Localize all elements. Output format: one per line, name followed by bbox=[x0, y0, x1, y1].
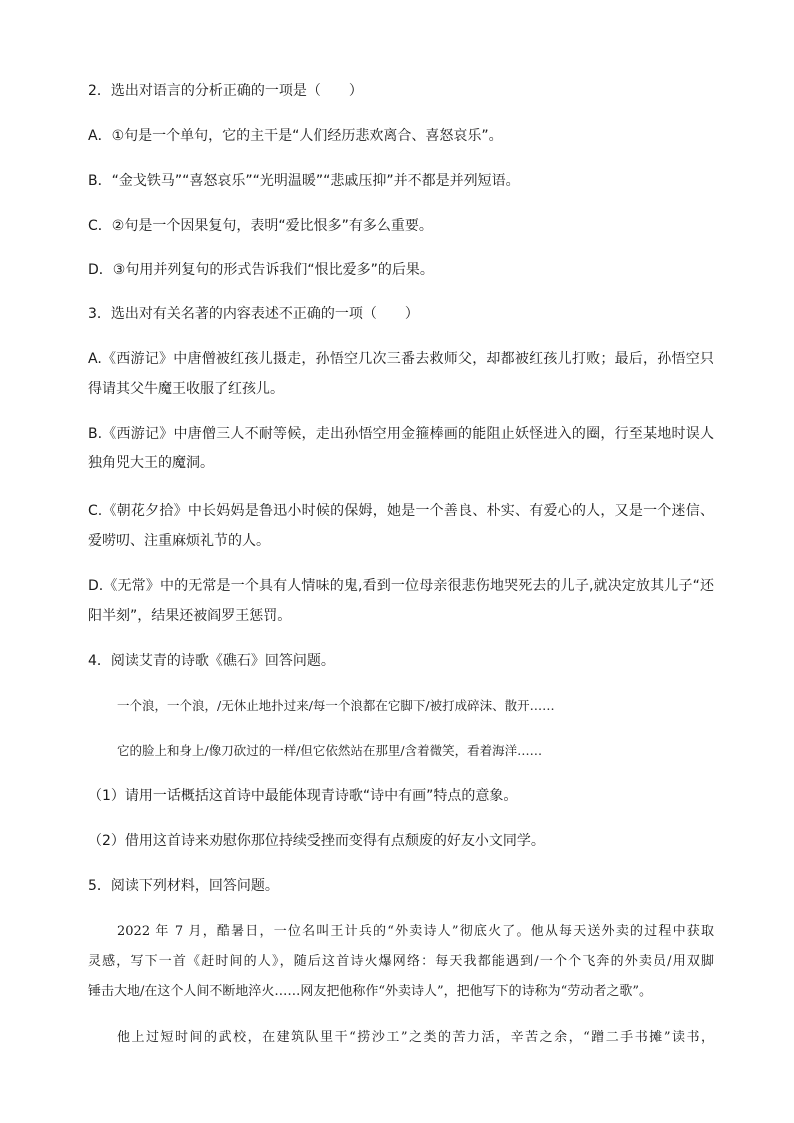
q2-option-b: B．“金戈铁马”“喜怒哀乐”“光明温暖”“悲戚压抑”并不都是并列短语。 bbox=[88, 173, 520, 189]
poem-line-2: 它的脸上和身上/像刀砍过的一样/但它依然站在那里/含着微笑，看着海洋…… bbox=[117, 743, 543, 758]
q2-option-c: C．②句是一个因果复句，表明“爱比恨多”有多么重要。 bbox=[88, 218, 433, 234]
q2-option-a: A．①句是一个单句，它的主干是“人们经历悲欢离合、喜怒哀乐”。 bbox=[88, 128, 503, 144]
q2-stem: 2．选出对语言的分析正确的一项是（ ） bbox=[88, 83, 363, 99]
q5-stem: 5．阅读下列材料，回答问题。 bbox=[88, 878, 279, 894]
q3-stem: 3．选出对有关名著的内容表述不正确的一项（ ） bbox=[88, 306, 419, 322]
q3-option-c-line1: C.《朝花夕拾》中长妈妈是鲁迅小时候的保姆，她是一个善良、朴实、有爱心的人，又是一个迷信、 bbox=[88, 503, 714, 519]
q4-stem: 4．阅读艾青的诗歌《礁石》回答问题。 bbox=[88, 653, 335, 669]
material-p1-line2: 灵感，写下一首《赶时间的人》，随后这首诗火爆网络：每天我都能遇到/一个个飞奔的外卖员/用双脚 bbox=[88, 954, 714, 969]
material-p1-line1: 2022 年 7 月，酷暑日，一位名叫王计兵的“外卖诗人”彻底火了。他从每天送外卖的过程中获取 bbox=[117, 924, 714, 939]
q3-option-b-line2: 独角兕大王的魔洞。 bbox=[88, 455, 214, 471]
q3-option-d-line2: 阳半刻”，结果还被阎罗王惩罚。 bbox=[88, 608, 292, 624]
q3-option-b-line1: B.《西游记》中唐僧三人不耐等候，走出孙悟空用金箍棒画的能阻止妖怪进入的圈，行至某地时误人 bbox=[88, 426, 714, 442]
material-p2-line1: 他上过短时间的武校，在建筑队里干“捞沙工”之类的苦力活，辛苦之余，“蹭二手书摊”读书， bbox=[117, 1030, 714, 1045]
q3-option-a-line2: 得请其父牛魔王收服了红孩儿。 bbox=[88, 381, 284, 397]
q3-option-c-line2: 爱唠叨、注重麻烦礼节的人。 bbox=[88, 533, 270, 549]
q4-subquestion-1: （1）请用一话概括这首诗中最能体现青诗歌“诗中有画”特点的意象。 bbox=[88, 788, 518, 804]
material-p1-line3: 锤击大地/在这个人间不断地淬火……网友把他称作“外卖诗人”，把他写下的诗称为“劳动者之歌”。 bbox=[88, 984, 652, 999]
poem-line-1: 一个浪，一个浪，/无休止地扑过来/每一个浪都在它脚下/被打成碎沫、散开…… bbox=[117, 698, 555, 713]
q4-subquestion-2: （2）借用这首诗来劝慰你那位持续受挫而变得有点颓废的好友小文同学。 bbox=[88, 833, 545, 849]
q3-option-d-line1: D.《无常》中的无常是一个具有人情味的鬼,看到一位母亲很悲伤地哭死去的儿子,就决定放其儿子“还 bbox=[88, 578, 714, 594]
q3-option-a-line1: A.《西游记》中唐僧被红孩儿摄走，孙悟空几次三番去救师父，却都被红孩儿打败；最后，孙悟空只 bbox=[88, 351, 714, 367]
q2-option-d: D．③句用并列复句的形式告诉我们“恨比爱多”的后果。 bbox=[88, 262, 434, 278]
